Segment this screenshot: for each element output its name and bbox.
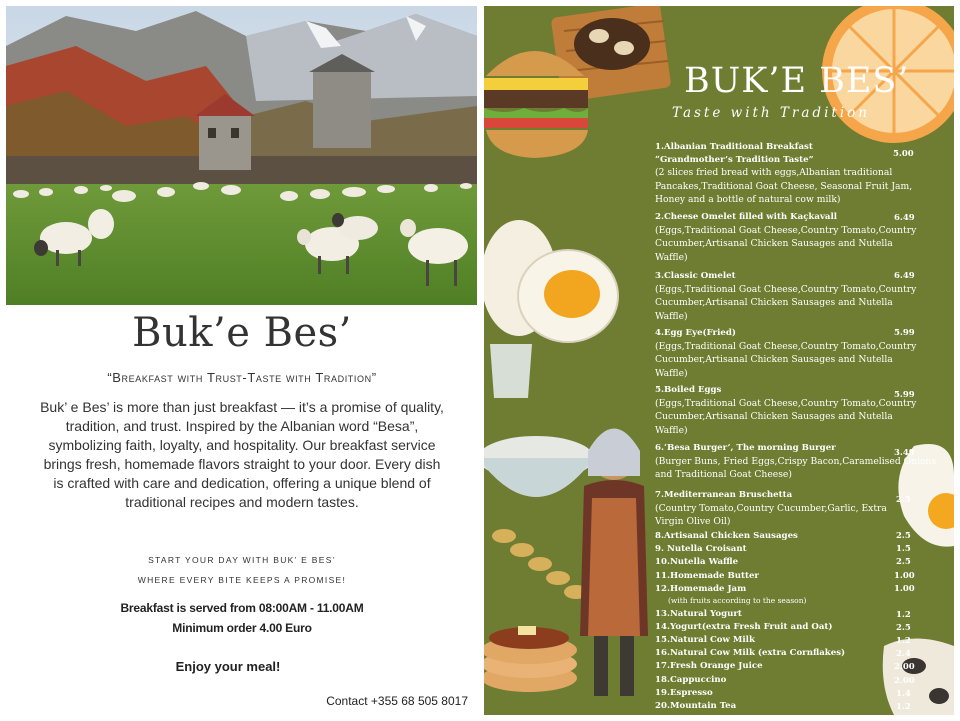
landscape-photo [6,6,477,305]
menu-item-price: 5.99 [894,328,915,338]
menu-item [655,327,917,380]
menu-item-name: 18.Cappuccino [655,675,727,685]
menu-item-price: 6.49 [894,271,915,281]
menu-item-note: (with fruits according to the season) [668,596,807,605]
menu-item-price: 1.2 [896,610,911,620]
menu-item-price: 1.4 [896,689,911,699]
woman-illustration [580,429,648,697]
pancakes-illustration [484,626,577,692]
menu-item-description: (Eggs,Traditional Goat Cheese,Country Tomato,Country Cucumber,Artisanal Chicken Sausages and Nutella Waffle) [655,224,917,263]
menu-item-name: 6.‘Besa Burger’, The morning Burger [655,443,836,453]
menu-item [655,270,917,323]
tagline-line-1: START YOUR DAY WITH BUK’ E BES’ [148,555,336,565]
burger-illustration [484,51,588,158]
menu-item-name: 19.Espresso [655,688,713,698]
menu-item-description: (Eggs,Traditional Goat Cheese,Country Tomato,Country Cucumber,Artisanal Chicken Sausages and Nutella Waffle) [655,397,917,436]
menu-item-price: 2.00 [894,662,915,672]
menu-item-price: 1.2 [896,636,911,646]
brand-title: Buk’e Bes’ [132,310,352,356]
menu-item-price: 1.2 [896,702,911,712]
menu-item-price: 5.99 [894,390,915,400]
yogurt-bowl-illustration [484,436,594,497]
menu-panel [484,6,954,715]
menu-item-price: 2.00 [894,676,915,686]
menu-item-description: (Burger Buns, Fried Eggs,Crispy Bacon,Caramelised Onions and Traditional Goat Cheese) [655,455,937,481]
menu-item-name: 12.Homemade Jam [655,584,747,594]
enjoy-message: Enjoy your meal! [175,659,281,674]
menu-item-price: 3.49 [894,448,915,458]
stone-tower [309,54,375,148]
menu-item-name: 10.Nutella Waffle [655,557,739,567]
menu-item-name: 17.Fresh Orange Juice [655,661,763,671]
menu-item-price: 1.00 [894,571,915,581]
menu-item-name: 15.Natural Cow Milk [655,635,755,645]
menu-item-description: (Country Tomato,Country Cucumber,Garlic, Extra Virgin Olive Oil) [655,502,887,528]
menu-tagline: Taste with Tradition [672,105,870,121]
minimum-order: Minimum order 4.00 Euro [172,621,312,635]
menu-item-name: 20.Mountain Tea [655,701,737,711]
menu-item-name: 4.Egg Eye(Fried) [655,328,736,338]
about-paragraph: Buk’ e Bes’ is more than just breakfast — it’s a promise of quality, tradition, and trust. Inspired by the Albanian word “Besa”, symbolizing faith, loyalty, and hospitality. Our breakfast service brings fresh, homemade flavors straight to your door. Every dish is crafted with care and dedication, offering a unique blend of traditional recipes and modern tastes. [40,399,444,510]
menu-item-price: 2.4 [896,649,911,659]
menu-item-description: (Eggs,Traditional Goat Cheese,Country Tomato,Country Cucumber,Artisanal Chicken Sausages and Nutella Waffle) [655,283,917,322]
menu-item-price: 1.00 [894,584,915,594]
menu-item-price: 2.5 [896,495,911,505]
tagline-line-2: WHERE EVERY BITE KEEPS A PROMISE! [137,575,347,585]
menu-item-description: (2 slices fried bread with eggs,Albanian traditional Pancakes,Traditional Goat Cheese, Seasonal Fruit Jam, Honey and a bottle of natural cow milk) [655,167,913,206]
menu-item-price: 5.00 [893,149,914,159]
menu-item-name: 8.Artisanal Chicken Sausages [655,531,798,541]
menu-item [655,211,917,264]
menu-item-name: 1.Albanian Traditional Breakfast [655,142,813,152]
menu-item-price: 6.49 [894,213,915,223]
menu-item [655,384,917,437]
menu-item-name: 13.Natural Yogurt [655,609,742,619]
menu-item-subtitle: “Grandmother’s Tradition Taste” [655,154,814,165]
menu-item-name: 2.Cheese Omelet filled with Kaçkavall [655,212,838,222]
menu-item-price: 1.5 [896,544,911,554]
brand-subtitle: “Breakfast with Trust-Taste with Tradition” [107,370,377,385]
milk-glass-illustration [490,344,532,398]
menu-item-name: 14.Yogurt(extra Fresh Fruit and Oat) [655,622,833,632]
wheat-illustration [492,529,588,599]
menu-item-name: 7.Mediterranean Bruschetta [655,490,793,500]
menu-item-description: (Eggs,Traditional Goat Cheese,Country Tomato,Country Cucumber,Artisanal Chicken Sausages and Nutella Waffle) [655,340,917,379]
menu-item-name: 5.Boiled Eggs [655,385,722,395]
service-hours: Breakfast is served from 08:00AM - 11.00AM [120,601,364,615]
menu-item-name: 16.Natural Cow Milk (extra Cornflakes) [655,648,846,658]
menu-item-name: 11.Homemade Butter [655,571,759,581]
menu-item-name: 3.Classic Omelet [655,271,736,281]
menu-item-price: 2.5 [896,531,911,541]
menu-item-price: 2.5 [896,623,911,633]
boiled-egg-illustration [484,220,618,342]
menu-item-name: 9. Nutella Croisant [655,544,747,554]
menu-item-price: 2.5 [896,557,911,567]
menu-item [655,489,913,529]
menu-item [655,141,917,207]
contact-phone[interactable]: Contact +355 68 505 8017 [326,694,468,708]
menu-title: BUK’E BES’ [684,61,910,101]
